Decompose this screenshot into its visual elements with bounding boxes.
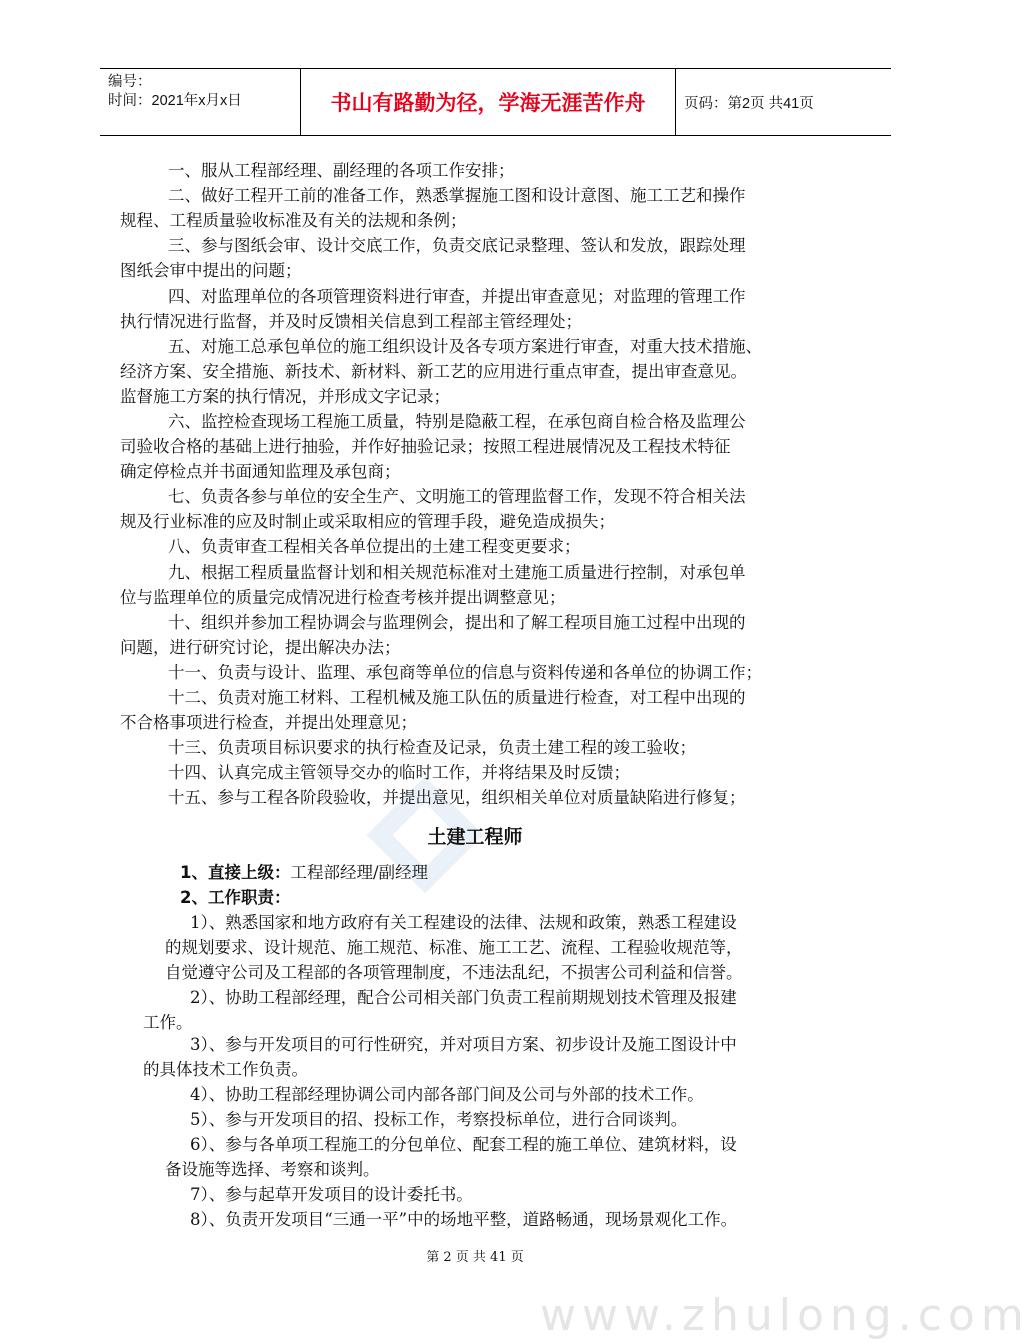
paragraph-line: 位与监理单位的质量完成情况进行检查考核并提出调整意见； — [120, 588, 566, 607]
header-left-cell — [100, 69, 301, 135]
paragraph-line: 八、负责审查工程相关各单位提出的土建工程变更要求； — [168, 537, 581, 556]
duty-line: 5）、参与开发项目的招、投标工作，考察投标单位，进行合同谈判。 — [190, 1110, 688, 1129]
paragraph-line: 十二、负责对施工材料、工程机械及施工队伍的质量进行检查，对工程中出现的 — [168, 688, 746, 707]
duty-line: 3）、参与开发项目的可行性研究，并对项目方案、初步设计及施工图设计中 — [190, 1035, 737, 1054]
paragraph-line: 十五、参与工程各阶段验收，并提出意见，组织相关单位对质量缺陷进行修复； — [168, 788, 746, 807]
paragraph-line: 确定停检点并书面通知监理及承包商； — [120, 462, 401, 481]
watermark-text: www.zhulong.com — [540, 1290, 1030, 1341]
paragraph-line: 二、做好工程开工前的准备工作，熟悉掌握施工图和设计意图、施工工艺和操作 — [168, 186, 746, 205]
paragraph-line: 经济方案、安全措施、新技术、新材料、新工艺的应用进行重点审查，提出审查意见。 — [120, 362, 747, 381]
header-motto: 书山有路勤为径，学海无涯苦作舟 — [301, 69, 676, 135]
paragraph-line: 六、监控检查现场工程施工质量，特别是隐蔽工程，在承包商自检合格及监理公 — [168, 412, 746, 431]
total-label: 共41页 — [768, 95, 814, 112]
paragraph-line: 监督施工方案的执行情况，并形成文字记录； — [120, 387, 450, 406]
header-page-cell — [676, 69, 891, 135]
duty-line: 工作。 — [143, 1013, 193, 1032]
duty-line: 4）、协助工程部经理协调公司内部各部门间及公司与外部的技术工作。 — [190, 1085, 704, 1104]
paragraph-line: 图纸会审中提出的问题； — [120, 261, 302, 280]
duty-line: 7）、参与起草开发项目的设计委托书。 — [190, 1185, 473, 1204]
paragraph-line: 十一、负责与设计、监理、承包商等单位的信息与资料传递和各单位的协调工作； — [168, 663, 762, 682]
paragraph-line: 规程、工程质量验收标准及有关的法规和条例； — [120, 211, 467, 230]
duty-line: 的规划要求、设计规范、施工规范、标准、施工工艺、流程、工程验收规范等， — [165, 938, 743, 957]
time-label: 时间：2021年x月x日 — [108, 93, 242, 109]
paragraph-line: 九、根据工程质量监督计划和相关规范标准对土建施工质量进行控制，对承包单 — [168, 563, 746, 582]
page-footer: 第 2 页 共 41 页 — [426, 1250, 524, 1265]
paragraph-line: 三、参与图纸会审、设计交底工作，负责交底记录整理、签认和发放，跟踪处理 — [168, 236, 746, 255]
paragraph-line: 四、对监理单位的各项管理资料进行审查，并提出审查意见；对监理的管理工作 — [168, 287, 746, 306]
duty-line: 的具体技术工作负责。 — [143, 1060, 308, 1079]
superior-line — [180, 860, 428, 885]
paragraph-line: 司验收合格的基础上进行抽验，并作好抽验记录；按照工程进展情况及工程技术特征 — [120, 437, 731, 456]
duties-label: 2、工作职责： — [180, 888, 291, 907]
paragraph-line: 十、组织并参加工程协调会与监理例会，提出和了解工程项目施工过程中出现的 — [168, 613, 746, 632]
superior-label: 1、直接上级： — [180, 863, 291, 882]
page-label: 页码：第2页 — [684, 95, 765, 112]
paragraph-line: 十四、认真完成主管领导交办的临时工作，并将结果及时反馈； — [168, 763, 630, 782]
paragraph-line: 五、对施工总承包单位的施工组织设计及各专项方案进行审查，对重大技术措施、 — [168, 337, 762, 356]
paragraph-line: 问题，进行研究讨论，提出解决办法； — [120, 638, 401, 657]
paragraph-line: 一、服从工程部经理、副经理的各项工作安排； — [168, 161, 515, 180]
section-title: 土建工程师 — [427, 826, 523, 848]
duty-line: 1）、熟悉国家和地方政府有关工程建设的法律、法规和政策，熟悉工程建设 — [190, 913, 737, 932]
page-header — [100, 68, 891, 136]
paragraph-line: 规及行业标准的应及时制止或采取相应的管理手段，避免造成损失； — [120, 512, 615, 531]
duty-line: 6）、参与各单项工程施工的分包单位、配套工程的施工单位、建筑材料，设 — [190, 1135, 737, 1154]
paragraph-line: 七、负责各参与单位的安全生产、文明施工的管理监督工作，发现不符合相关法 — [168, 487, 746, 506]
superior-value: 工程部经理/副经理 — [290, 863, 429, 882]
paragraph-line: 不合格事项进行检查，并提出处理意见； — [120, 713, 417, 732]
code-label: 编号： — [108, 74, 152, 90]
duty-line: 自觉遵守公司及工程部的各项管理制度，不违法乱纪，不损害公司利益和信誉。 — [165, 963, 743, 982]
paragraph-line: 十三、负责项目标识要求的执行检查及记录，负责土建工程的竣工验收； — [168, 738, 696, 757]
paragraph-line: 执行情况进行监督，并及时反馈相关信息到工程部主管经理处； — [120, 312, 582, 331]
duty-line: 备设施等选择、考察和谈判。 — [165, 1160, 380, 1179]
duty-line: 8）、负责开发项目“三通一平”中的场地平整，道路畅通，现场景观化工作。 — [190, 1210, 738, 1229]
duty-line: 2）、协助工程部经理，配合公司相关部门负责工程前期规划技术管理及报建 — [190, 988, 737, 1007]
